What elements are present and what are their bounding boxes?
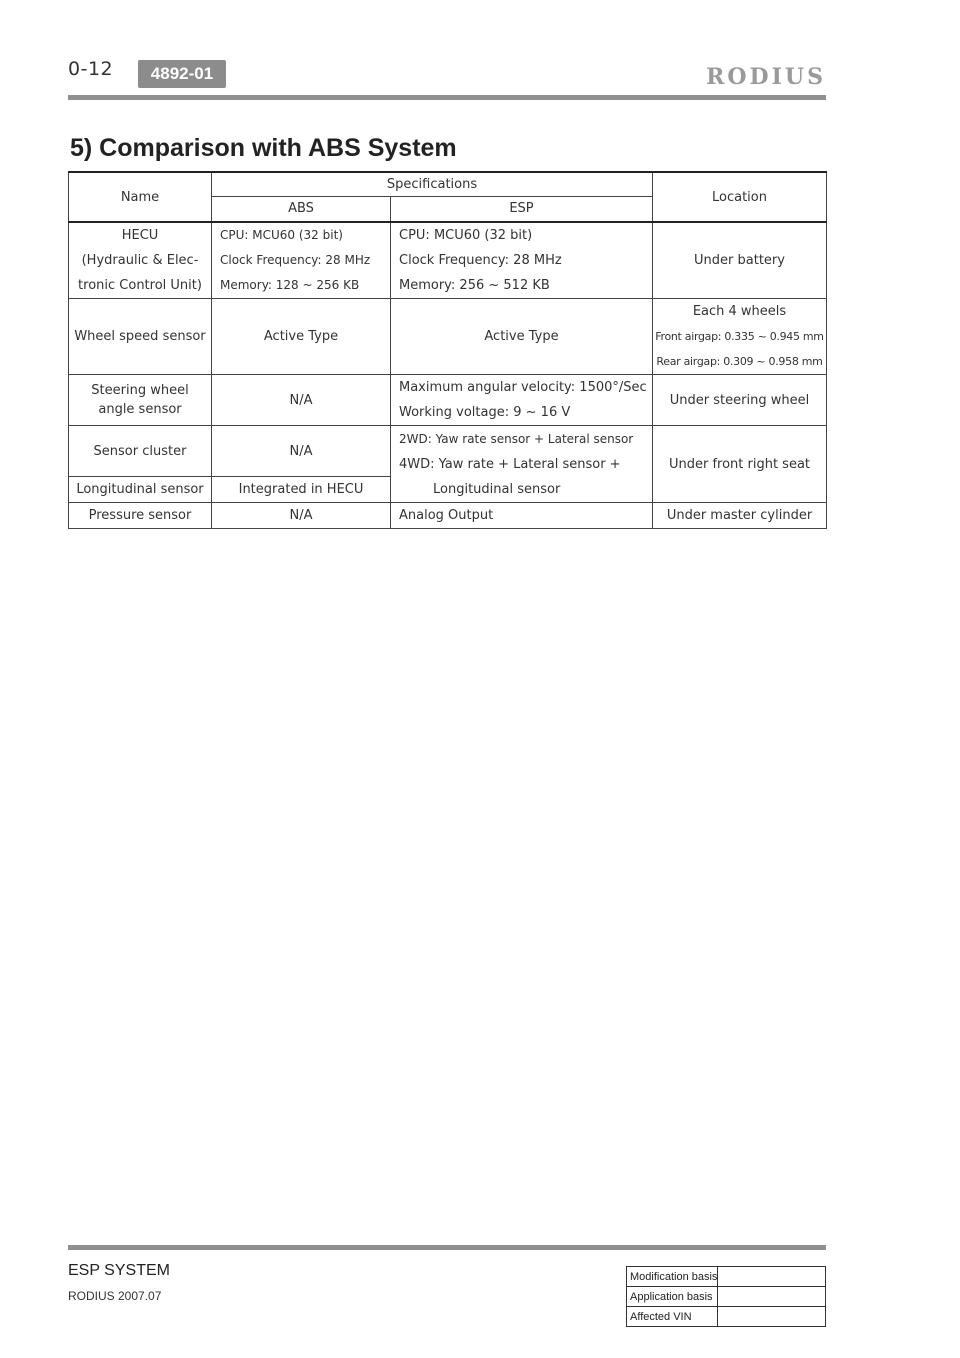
cell-abs-hecu: [212, 222, 391, 299]
header-abs: ABS: [212, 197, 391, 223]
cell-location-wheel-speed: [653, 299, 827, 375]
header-specifications: Specifications: [212, 172, 653, 197]
header-location: Location: [653, 172, 827, 222]
section-title: 5) Comparison with ABS System: [70, 134, 457, 162]
affected-vin-value: [718, 1307, 826, 1327]
text-line: Memory: 128 ~ 256 KB: [220, 278, 360, 292]
cell-abs-steering: N/A: [212, 375, 391, 426]
text-line: HECU: [121, 228, 159, 243]
text-line: Memory: 256 ~ 512 KB: [399, 278, 550, 293]
cell-esp-pressure: Analog Output: [391, 503, 653, 529]
text-line: CPU: MCU60 (32 bit): [399, 228, 533, 243]
table-row: [69, 299, 827, 375]
modification-table: [626, 1266, 826, 1327]
table-row: [627, 1287, 826, 1307]
cell-name-hecu: [69, 222, 212, 299]
header-name: Name: [69, 172, 212, 222]
affected-vin-label: Affected VIN: [627, 1307, 718, 1327]
table-row: [69, 222, 827, 299]
text-line: 4WD: Yaw rate + Lateral sensor +: [399, 456, 621, 472]
table-row: [627, 1307, 826, 1327]
footer-title: ESP SYSTEM: [68, 1262, 170, 1279]
text-line: Clock Frequency: 28 MHz: [399, 253, 562, 268]
footer-divider: [68, 1245, 826, 1250]
text-line: angle sensor: [98, 402, 182, 417]
cell-esp-steering: [391, 375, 653, 426]
text-line: Maximum angular velocity: 1500°/Sec: [399, 380, 647, 395]
cell-abs-wheel-speed: Active Type: [212, 299, 391, 375]
table-row: [69, 503, 827, 529]
cell-location-sensor-cluster: Under front right seat: [653, 426, 827, 503]
text-line: tronic Control Unit): [78, 278, 202, 293]
text-line: Each 4 wheels: [692, 304, 787, 319]
cell-name-longitudinal: Longitudinal sensor: [69, 477, 212, 503]
text-line: Front airgap: 0.335 ~ 0.945 mm: [655, 330, 824, 343]
modification-basis-label: Modification basis: [627, 1267, 718, 1287]
table-header-row: [69, 172, 827, 197]
cell-abs-longitudinal: Integrated in HECU: [212, 477, 391, 503]
application-basis-label: Application basis: [627, 1287, 718, 1307]
text-line: 2WD: Yaw rate sensor + Lateral sensor: [399, 431, 634, 446]
table-row: [69, 375, 827, 426]
text-line: Steering wheel: [91, 383, 189, 398]
text-line: Longitudinal sensor: [433, 481, 561, 497]
page-number: 0-12: [68, 58, 114, 80]
cell-location-hecu: Under battery: [653, 222, 827, 299]
application-basis-value: [718, 1287, 826, 1307]
cell-esp-sensor-cluster: [391, 426, 653, 503]
cell-name-steering: [69, 375, 212, 426]
cell-abs-sensor-cluster: N/A: [212, 426, 391, 477]
header-esp: ESP: [391, 197, 653, 223]
brand-logo: RODIUS: [706, 64, 826, 90]
text-line: (Hydraulic & Elec-: [81, 253, 199, 268]
cell-name-pressure: Pressure sensor: [69, 503, 212, 529]
comparison-table: [68, 171, 827, 529]
cell-esp-hecu: [391, 222, 653, 299]
cell-location-steering: Under steering wheel: [653, 375, 827, 426]
text-line: CPU: MCU60 (32 bit): [220, 228, 343, 242]
cell-name-wheel-speed: Wheel speed sensor: [69, 299, 212, 375]
text-line: Clock Frequency: 28 MHz: [220, 253, 371, 267]
text-line: Working voltage: 9 ~ 16 V: [399, 405, 571, 420]
table-row: [69, 426, 827, 477]
cell-abs-pressure: N/A: [212, 503, 391, 529]
table-row: [627, 1267, 826, 1287]
header-divider: [68, 95, 826, 100]
doc-code-badge: 4892-01: [138, 60, 226, 88]
cell-esp-wheel-speed: Active Type: [391, 299, 653, 375]
footer-subtitle: RODIUS 2007.07: [68, 1289, 162, 1303]
text-line: Rear airgap: 0.309 ~ 0.958 mm: [656, 355, 823, 368]
modification-basis-value: [718, 1267, 826, 1287]
cell-name-sensor-cluster: Sensor cluster: [69, 426, 212, 477]
cell-location-pressure: Under master cylinder: [653, 503, 827, 529]
